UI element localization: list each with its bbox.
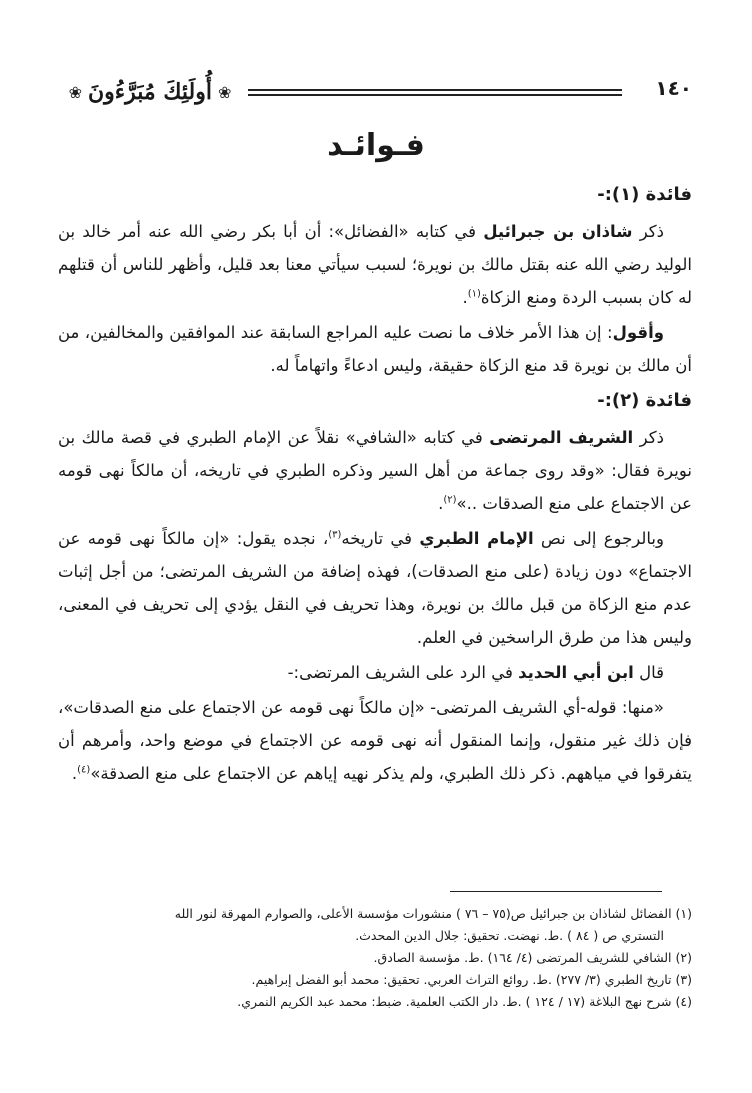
text-run: في تاريخه — [341, 529, 420, 548]
benefit-2-paragraph-2 — [58, 522, 692, 654]
footnote-3: (٣) تاريخ الطبري (٣/ ٢٧٧) .ط. روائع التراث العربي. تحقيق: محمد أبو الفضل إبراهيم. — [251, 972, 692, 987]
author-name: شاذان بن جبرائيل — [483, 222, 633, 241]
footnote-4: (٤) شرح نهج البلاغة (١٧ / ١٢٤ ) .ط. دار الكتب العلمية. ضبط: محمد عبد الكريم النمري. — [237, 994, 692, 1009]
benefit-1-paragraph — [58, 215, 692, 314]
text-run: . — [462, 288, 468, 307]
benefit-1-title: فائدة (١):- — [597, 184, 692, 205]
benefit-2-paragraph-3 — [58, 656, 692, 689]
author-name: الإمام الطبري — [419, 529, 534, 548]
benefit-2-paragraph-1 — [58, 421, 692, 520]
footnote-2: (٢) الشافي للشريف المرتضى (٤/ ١٦٤) .ط. مؤسسة الصادق. — [373, 950, 692, 965]
text-run: في الرد على الشريف المرتضى:- — [287, 663, 519, 682]
footnote-ref: (٤) — [77, 764, 91, 776]
running-title — [60, 70, 240, 114]
benefit-1-comment — [58, 316, 692, 382]
main-text — [58, 176, 692, 792]
footnote-separator — [450, 891, 662, 892]
book-title: أُولَئِكَ مُبَرَّءُونَ — [88, 79, 212, 105]
footnote-ref: (٢) — [443, 494, 457, 506]
text-run: ذكر — [632, 222, 664, 241]
comment-lead: وأقول — [612, 323, 664, 342]
ornament-left-icon: ❀ — [68, 82, 83, 102]
text-run: ، نجده يقول: «إن مالكاً نهى قومه عن الاجتماع» دون زيادة (على منع الصدقات)، فهذه إضافة من الشريف المرتضى؛ من أجل إثبات عدم منع الزكاة من قبل مالك بن نويرة، وهذا تحريف في النقل يؤدي إلى تحريف في المعنى، وليس هذا من طرق الراسخين في العلم. — [58, 529, 692, 647]
text-run: . — [71, 764, 78, 783]
text-run: ذكر — [633, 428, 664, 447]
footnote-ref: (٣) — [328, 529, 342, 541]
text-run: وبالرجوع إلى نص — [533, 529, 664, 548]
benefit-2-title: فائدة (٢):- — [597, 390, 692, 411]
ornament-right-icon: ❀ — [217, 82, 232, 102]
author-name: ابن أبي الحديد — [518, 663, 634, 682]
footnotes — [52, 903, 692, 1013]
quote-text: «منها: قوله-أي الشريف المرتضى- «إن مالكاً نهى قومه عن الاجتماع على منع الصدقات»، فإن ذلك غير منقول، وإنما المنقول أنه نهى قومه عن الاجتماع في موضع واحد، وأمرهم أن يتفرقوا في مياههم. ذكر ذلك الطبري، ولم يذكر نهيه إياهم عن الاجتماع على منع الصدقة» — [58, 698, 692, 783]
footnote-ref: (١) — [467, 288, 481, 300]
author-name: الشريف المرتضى — [489, 428, 634, 447]
text-run: في كتابه «الشافي» نقلاً عن الإمام الطبري في قصة مالك بن نويرة فقال: «وقد روى جماعة من أهل السير وذكره الطبري في تاريخه، أن مالكاً نهى قومه عن الاجتماع على منع الصدقات ..» — [58, 428, 692, 513]
footnote-1: (١) الفضائل لشاذان بن جبرائيل ص(٧٥ – ٧٦ ) منشورات مؤسسة الأعلى، والصوارم المهرقة لنور الله — [174, 906, 692, 921]
page-number: ١٤٠ — [655, 76, 692, 100]
text-run: في كتابه «الفضائل»: أن أبا بكر رضي الله عنه أمر خالد بن الوليد رضي الله عنه بقتل مالك بن نويرة؛ لسبب سيأتي معنا بعد قليل، وأظهر للناس أن قتلهم له كان بسبب الردة ومنع الزكاة — [58, 222, 692, 307]
page-header — [60, 70, 692, 114]
text-run: : إن هذا الأمر خلاف ما نصت عليه المراجع السابقة عند الموافقين والمخالفين، من أن مالك بن نويرة قد منع الزكاة حقيقة، وليس ادعاءً واتهاماً له. — [58, 323, 692, 375]
footnote-1-continued: التستري ص ( ٨٤ ) .ط. نهضت. تحقيق: جلال الدين المحدث. — [355, 928, 664, 943]
benefit-2-quote — [58, 691, 692, 790]
section-heading: فـوائـد — [327, 128, 425, 163]
text-run: قال — [633, 663, 664, 682]
header-double-rule — [248, 89, 622, 96]
text-run: . — [438, 494, 444, 513]
